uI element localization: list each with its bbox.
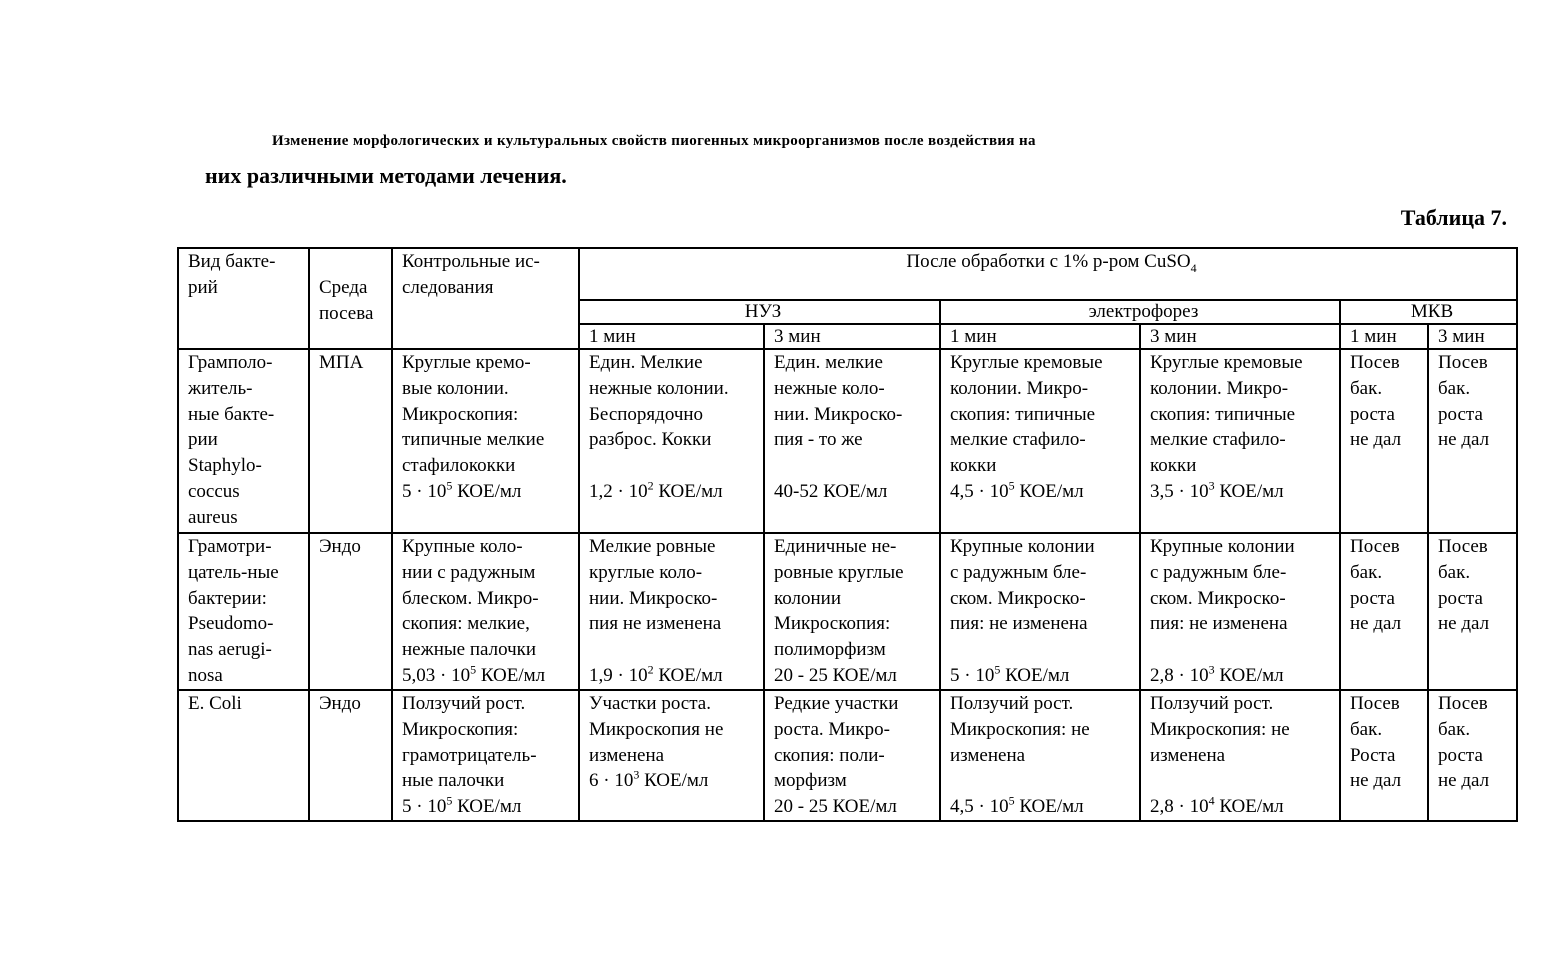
cell-mkv-3min: Посев бак. роста не дал: [1428, 690, 1517, 821]
table-row: [178, 690, 1517, 821]
header-electrophoresis: электрофорез: [940, 300, 1340, 324]
document-title-line2: них различными методами лечения.: [205, 163, 567, 188]
cfu-value: $5 \cdot 10^5$ КОЕ/мл: [402, 478, 522, 502]
cell-mkv-1min: Посев бак. роста не дал: [1340, 533, 1428, 690]
cell-medium: МПА: [309, 349, 392, 533]
cfu-value: $2,8 \cdot 10^4$ КОЕ/мл: [1150, 793, 1284, 818]
cell-text: Круглые кремовые колонии. Микро- скопия: типичные мелкие стафило- кокки: [1150, 352, 1303, 477]
cell-text: Крупные колонии с радужным бле- ском. Микроско- пия: не изменена: [950, 536, 1095, 635]
cell-el-1min: [940, 533, 1140, 690]
cell-species: Грамполо- житель- ные бакте- рии Staphylo- coccus aureus: [178, 349, 309, 533]
header-nuz-1min: 1 мин: [579, 324, 764, 349]
cell-text: Редкие участки роста. Микро- скопия: поли- морфизм: [774, 693, 899, 792]
cell-nuz-3min: [764, 533, 940, 690]
header-after-sub: 4: [1190, 260, 1197, 275]
document-title-line1: Изменение морфологических и культуральных свойств пиогенных микроорганизмов после воздействия на: [272, 133, 1036, 149]
results-table: [177, 247, 1518, 822]
header-el-1min: 1 мин: [940, 324, 1140, 349]
table-number: Таблица 7.: [1400, 205, 1507, 230]
cfu-value: $3,5 \cdot 10^3$ КОЕ/мл: [1150, 478, 1284, 502]
cell-text: Мелкие ровные круглые коло- нии. Микроско- пия не изменена: [589, 536, 722, 635]
cfu-value: 20 - 25 КОЕ/мл: [774, 664, 897, 686]
cfu-value: $1,9 \cdot 10^2$ КОЕ/мл: [589, 662, 723, 686]
cell-text: Ползучий рост. Микроскопия: не изменена: [1150, 693, 1290, 766]
cell-mkv-3min: Посев бак. роста не дал: [1428, 533, 1517, 690]
cfu-value: $5 \cdot 10^5$ КОЕ/мл: [950, 662, 1070, 686]
header-after-treatment: [579, 248, 1517, 300]
cell-nuz-1min: [579, 349, 764, 533]
header-medium: Среда посева: [309, 248, 392, 349]
table-row: [178, 533, 1517, 690]
cell-mkv-1min: Посев бак. Роста не дал: [1340, 690, 1428, 821]
header-el-3min: 3 мин: [1140, 324, 1340, 349]
cell-nuz-1min: [579, 690, 764, 821]
cell-el-3min: [1140, 690, 1340, 821]
cell-nuz-3min: [764, 349, 940, 533]
cfu-value: $1,2 \cdot 10^2$ КОЕ/мл: [589, 478, 723, 502]
cell-mkv-3min: Посев бак. роста не дал: [1428, 349, 1517, 533]
cell-text: Участки роста. Микроскопия не изменена: [589, 693, 724, 766]
cell-nuz-1min: [579, 533, 764, 690]
cell-text: Един. Мелкие нежные колонии. Беспорядочно разброс. Кокки: [589, 352, 729, 451]
cell-text: Един. мелкие нежные коло- нии. Микроско- пия - то же: [774, 352, 903, 451]
cfu-value: 40-52 КОЕ/мл: [774, 480, 888, 502]
cell-control: [392, 533, 579, 690]
cell-text: Круглые кремо- вые колонии. Микроскопия: типичные мелкие стафилококки: [402, 352, 545, 477]
header-mkv: МКВ: [1340, 300, 1517, 324]
cell-text: Круглые кремовые колонии. Микро- скопия: типичные мелкие стафило- кокки: [950, 352, 1103, 477]
cfu-value: $4,5 \cdot 10^5$ КОЕ/мл: [950, 793, 1084, 818]
header-control: Контрольные ис- следования: [392, 248, 579, 349]
cell-species: E. Coli: [178, 690, 309, 821]
cell-species: Грамотри- цатель-ные бактерии: Pseudomo- nas aerugi- nosa: [178, 533, 309, 690]
cfu-value: $2,8 \cdot 10^3$ КОЕ/мл: [1150, 662, 1284, 686]
cell-el-1min: [940, 349, 1140, 533]
header-species: Вид бакте- рий: [178, 248, 309, 349]
cell-medium: Эндо: [309, 690, 392, 821]
cell-control: [392, 690, 579, 821]
cell-medium: Эндо: [309, 533, 392, 690]
header-nuz-3min: 3 мин: [764, 324, 940, 349]
header-after-text: После обработки с 1% р-ром CuSO: [906, 251, 1191, 272]
header-nuz: НУЗ: [579, 300, 940, 324]
cfu-value: $5 \cdot 10^5$ КОЕ/мл: [402, 793, 522, 818]
table-row: [178, 349, 1517, 533]
cell-control: [392, 349, 579, 533]
cell-el-3min: [1140, 349, 1340, 533]
header-mkv-1min: 1 мин: [1340, 324, 1428, 349]
cell-el-1min: [940, 690, 1140, 821]
cfu-value: 20 - 25 КОЕ/мл: [774, 796, 897, 818]
cell-text: Крупные колонии с радужным бле- ском. Микроско- пия: не изменена: [1150, 536, 1295, 635]
cell-nuz-3min: [764, 690, 940, 821]
cell-el-3min: [1140, 533, 1340, 690]
cell-text: Ползучий рост. Микроскопия: не изменена: [950, 693, 1090, 766]
cfu-value: $6 \cdot 10^3$ КОЕ/мл: [589, 768, 709, 792]
cfu-value: $4,5 \cdot 10^5$ КОЕ/мл: [950, 478, 1084, 502]
cell-text: Единичные не- ровные круглые колонии Микроскопия: полиморфизм: [774, 536, 904, 661]
cell-text: Ползучий рост. Микроскопия: грамотрицатель- ные палочки: [402, 693, 537, 792]
cfu-value: $5,03 \cdot 10^5$ КОЕ/мл: [402, 662, 546, 686]
cell-text: Крупные коло- нии с радужным блеском. Микро- скопия: мелкие, нежные палочки: [402, 536, 539, 661]
cell-mkv-1min: Посев бак. роста не дал: [1340, 349, 1428, 533]
header-mkv-3min: 3 мин: [1428, 324, 1517, 349]
